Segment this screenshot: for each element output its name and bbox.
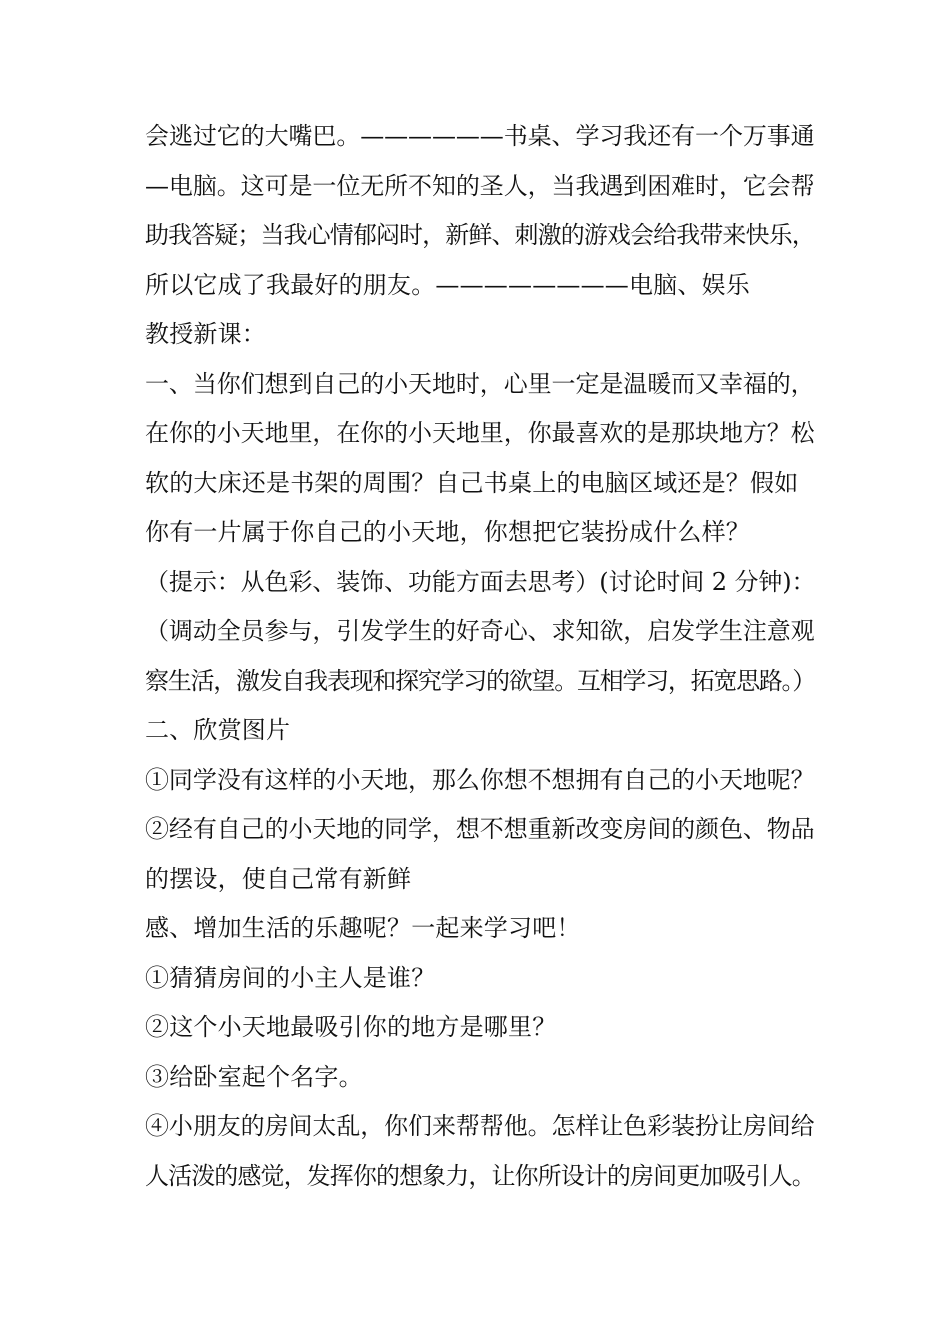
text-line: 的摆设，使自己常有新鲜 <box>145 864 412 893</box>
section-heading: 二、欣赏图片 <box>145 716 291 744</box>
text-line: 在你的小天地里，在你的小天地里，你最喜欢的是那块地方？松 <box>145 419 815 447</box>
text-line: 察生活，激发自我表现和探究学习的欲望。互相学习，拓宽思路。） <box>145 666 815 695</box>
list-item: ④小朋友的房间太乱，你们来帮帮他。怎样让色彩装扮让房间给 <box>145 1112 815 1140</box>
text-line: —电脑。这可是一位无所不知的圣人，当我遇到困难时，它会帮 <box>145 171 815 200</box>
section-heading: 教授新课： <box>145 320 266 348</box>
text-line: （调动全员参与，引发学生的好奇心、求知欲，启发学生注意观 <box>145 617 815 645</box>
text-line: 你有一片属于你自己的小天地，你想把它装扮成什么样？ <box>145 518 750 546</box>
text-line: 软的大床还是书架的周围？自己书桌上的电脑区域还是？假如 <box>145 468 799 497</box>
text-line: 感、增加生活的乐趣呢？一起来学习吧！ <box>145 914 581 942</box>
list-item: ③给卧室起个名字。 <box>145 1062 363 1091</box>
list-item: ①同学没有这样的小天地，那么你想不想拥有自己的小天地呢？ <box>145 765 815 794</box>
text-line: （提示：从色彩、装饰、功能方面去思考）(讨论时间 2 分钟)： <box>145 567 816 596</box>
text-line: 会逃过它的大嘴巴。——————书桌、学习我还有一个万事通 <box>145 122 815 150</box>
document-body <box>145 112 815 1201</box>
text-line: 一、当你们想到自己的小天地时，心里一定是温暖而又幸福的， <box>145 369 815 398</box>
text-line: 人活泼的感觉，发挥你的想象力，让你所设计的房间更加吸引人。 <box>145 1161 815 1190</box>
list-item: ②这个小天地最吸引你的地方是哪里？ <box>145 1013 557 1041</box>
list-item: ②经有自己的小天地的同学，想不想重新改变房间的颜色、物品 <box>145 815 815 843</box>
list-item: ①猜猜房间的小主人是谁？ <box>145 963 436 992</box>
text-line: 助我答疑；当我心情郁闷时，新鲜、刺激的游戏会给我带来快乐， <box>145 221 815 249</box>
text-line: 所以它成了我最好的朋友。————————电脑、娱乐 <box>145 270 750 299</box>
